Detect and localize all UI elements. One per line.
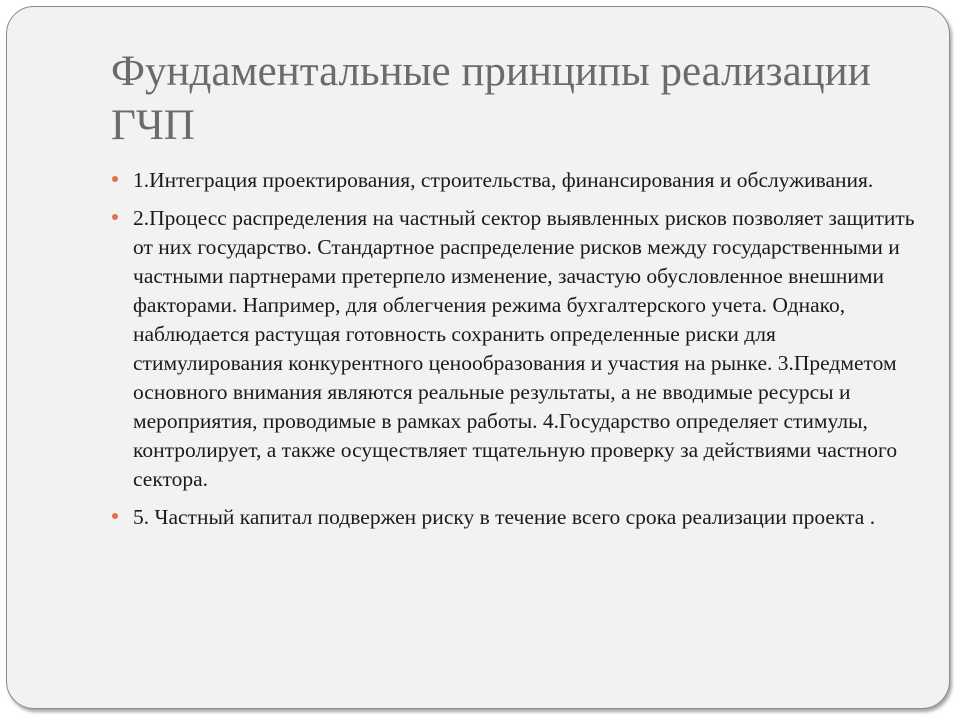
bullet-dot-icon <box>112 214 118 220</box>
bullet-dot-icon <box>112 176 118 182</box>
bullet-text: 2.Процесс распределения на частный сектор выявленных рисков позволяет защитить от них государство. Стандартное распределение рисков между государственными и частными партнерами претерпело изменение, зачастую обусловленное внешними факторами. Например, для облегчения режима бухгалтерского учета. Однако, наблюдается растущая готовность сохранить определенные риски для стимулирования конкурентного ценообразования и участия на рынке. 3.Предметом основного внимания являются реальные результаты, а не вводимые ресурсы и мероприятия, проводимые в рамках работы. 4.Государство определяет стимулы, контролирует, а также осуществляет тщательную проверку за действиями частного сектора. <box>133 206 915 491</box>
slide-frame <box>6 6 950 709</box>
bullet-list <box>133 166 923 541</box>
list-item <box>133 503 923 532</box>
bullet-text: 1.Интеграция проектирования, строительства, финансирования и обслуживания. <box>133 168 874 192</box>
bullet-text: 5. Частный капитал подвержен риску в течение всего срока реализации проекта . <box>133 505 876 529</box>
list-item <box>133 204 923 494</box>
list-item <box>133 166 923 195</box>
slide-title: Фундаментальные принципы реализации ГЧП <box>111 48 871 149</box>
bullet-dot-icon <box>112 513 118 519</box>
